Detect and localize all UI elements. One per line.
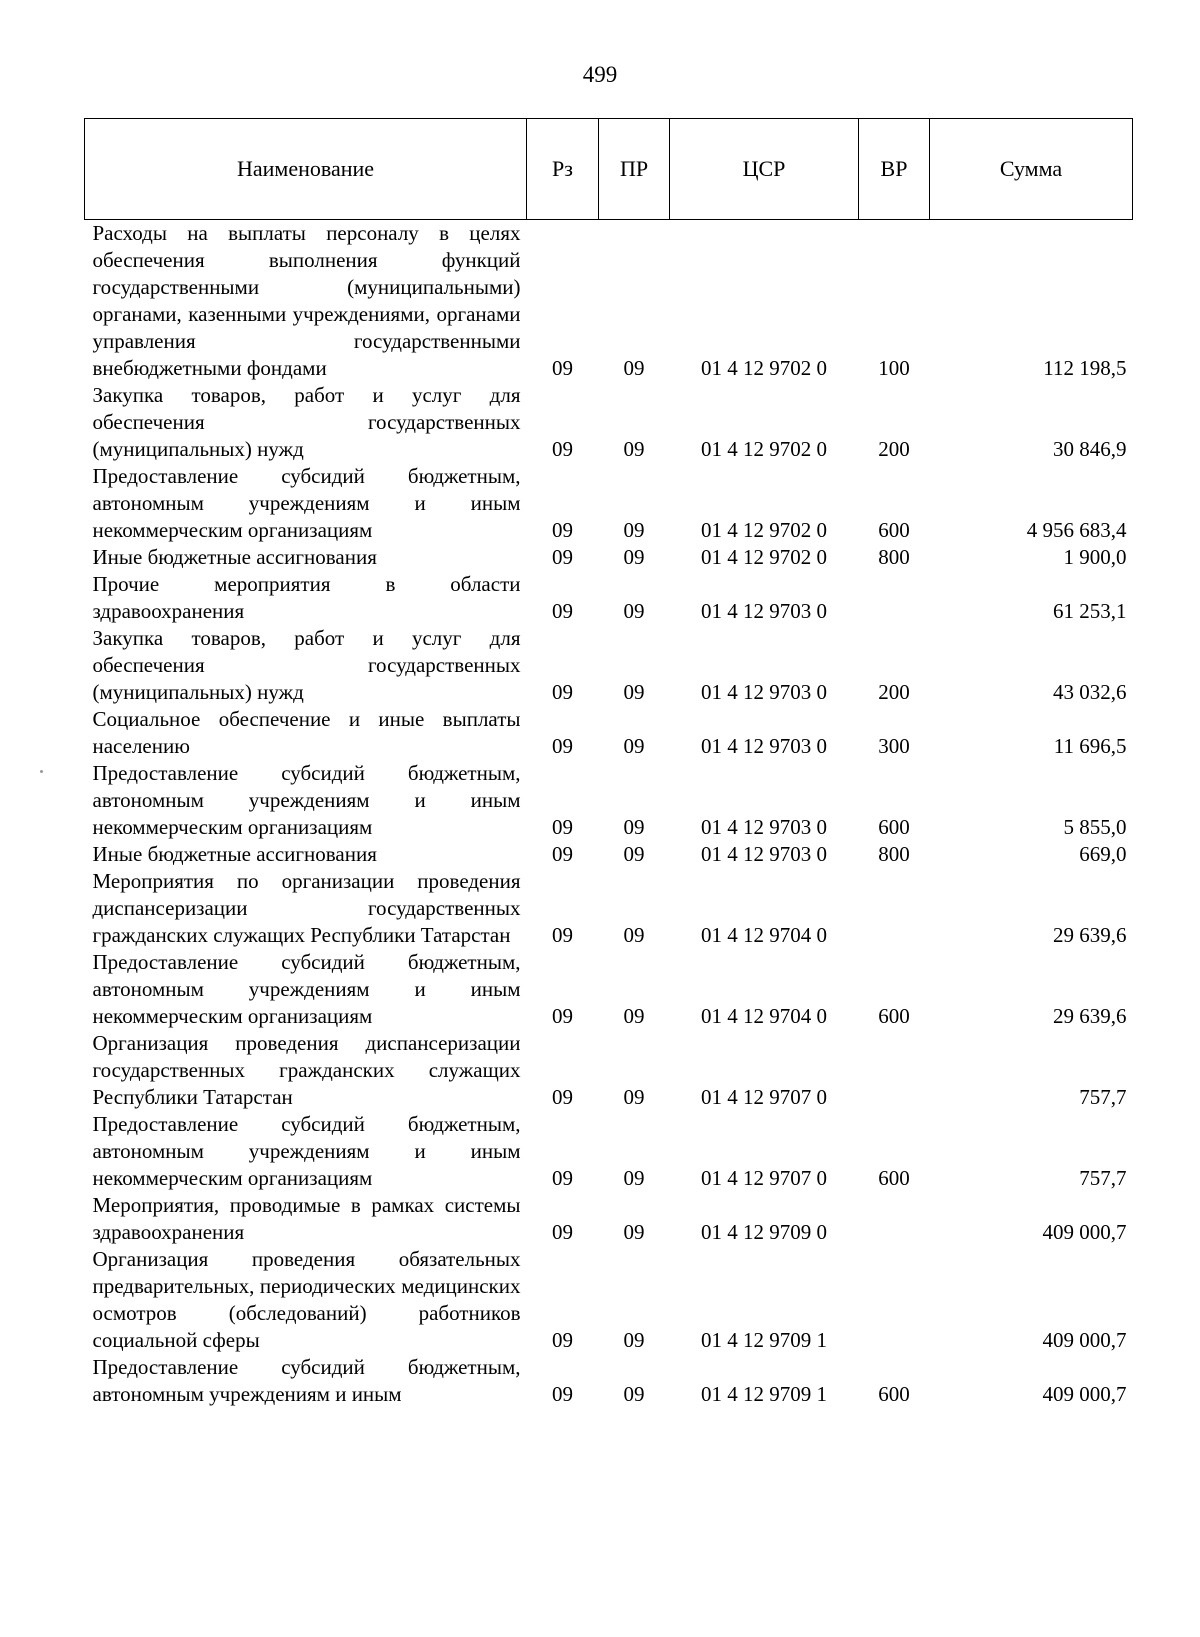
table-row [85, 1246, 1133, 1354]
cell-vr: 300 [878, 734, 910, 758]
cell-vr: 800 [878, 842, 910, 866]
header-csr: ЦСР [670, 119, 859, 220]
cell-sum: 1 900,0 [1063, 545, 1127, 569]
cell-csr: 01 4 12 9703 0 [701, 734, 827, 758]
cell-rz: 09 [552, 1220, 573, 1244]
cell-vr: 600 [878, 815, 910, 839]
table-row [85, 544, 1133, 571]
cell-pr: 09 [623, 545, 645, 569]
table-header-row [85, 119, 1133, 220]
cell-pr: 09 [623, 437, 645, 461]
cell-csr: 01 4 12 9703 0 [701, 815, 827, 839]
cell-name: Закупка товаров, работ и услуг для обеспечения государственных (муниципальных) нужд [92, 626, 521, 704]
cell-csr: 01 4 12 9702 0 [701, 356, 827, 380]
cell-rz: 09 [552, 1328, 573, 1352]
cell-name: Организация проведения диспансеризации государственных гражданских служащих Республики Татарстан [92, 1031, 521, 1109]
cell-vr [859, 868, 930, 949]
cell-csr: 01 4 12 9704 0 [701, 923, 827, 947]
cell-pr: 09 [623, 1328, 645, 1352]
cell-csr: 01 4 12 9709 0 [701, 1220, 827, 1244]
cell-sum: 409 000,7 [1042, 1382, 1127, 1406]
header-name: Наименование [85, 119, 527, 220]
cell-rz: 09 [552, 923, 573, 947]
cell-pr: 09 [623, 923, 645, 947]
cell-vr: 100 [878, 356, 910, 380]
cell-csr: 01 4 12 9702 0 [701, 545, 827, 569]
cell-name: Иные бюджетные ассигнования [92, 842, 377, 866]
cell-pr: 09 [623, 356, 645, 380]
cell-name: Предоставление субсидий бюджетным, автономным учреждениям и иным некоммерческим организациям [92, 761, 521, 839]
cell-name: Закупка товаров, работ и услуг для обеспечения государственных (муниципальных) нужд [92, 383, 521, 461]
cell-vr: 600 [878, 1166, 910, 1190]
cell-sum: 11 696,5 [1053, 734, 1127, 758]
cell-name: Прочие мероприятия в области здравоохранения [92, 572, 521, 623]
table-row [85, 1192, 1133, 1246]
table-row [85, 706, 1133, 760]
cell-sum: 112 198,5 [1043, 356, 1127, 380]
header-rz: Рз [527, 119, 599, 220]
cell-csr: 01 4 12 9703 0 [701, 680, 827, 704]
cell-sum: 409 000,7 [1042, 1220, 1127, 1244]
cell-sum: 757,7 [1079, 1166, 1127, 1190]
cell-csr: 01 4 12 9703 0 [701, 599, 827, 623]
cell-csr: 01 4 12 9709 1 [701, 1382, 827, 1406]
cell-rz: 09 [552, 599, 573, 623]
cell-csr: 01 4 12 9707 0 [701, 1085, 827, 1109]
table-row [85, 949, 1133, 1030]
cell-name: Предоставление субсидий бюджетным, автономным учреждениям и иным [92, 1355, 521, 1406]
cell-sum: 5 855,0 [1063, 815, 1127, 839]
cell-name: Расходы на выплаты персоналу в целях обеспечения выполнения функций государственными (муниципальными) органами, казенными учреждениями, органами управления государственными внебюджетными фондами [92, 221, 521, 380]
cell-vr [859, 1192, 930, 1246]
table-row [85, 382, 1133, 463]
cell-rz: 09 [552, 545, 573, 569]
cell-rz: 09 [552, 1382, 573, 1406]
cell-name: Иные бюджетные ассигнования [92, 545, 377, 569]
header-sum: Сумма [930, 119, 1133, 220]
cell-rz: 09 [552, 842, 573, 866]
cell-name: Мероприятия по организации проведения диспансеризации государственных гражданских служащих Республики Татарстан [92, 869, 521, 947]
cell-sum: 4 956 683,4 [1026, 518, 1127, 542]
cell-sum: 61 253,1 [1053, 599, 1127, 623]
cell-rz: 09 [552, 1085, 573, 1109]
cell-pr: 09 [623, 680, 645, 704]
table-row [85, 463, 1133, 544]
cell-pr: 09 [623, 1004, 645, 1028]
cell-csr: 01 4 12 9709 1 [701, 1328, 827, 1352]
cell-sum: 757,7 [1079, 1085, 1127, 1109]
cell-pr: 09 [623, 1220, 645, 1244]
cell-vr: 600 [878, 518, 910, 542]
budget-table [84, 118, 1133, 1408]
cell-pr: 09 [623, 734, 645, 758]
cell-rz: 09 [552, 518, 573, 542]
table-row [85, 1030, 1133, 1111]
cell-rz: 09 [552, 815, 573, 839]
cell-rz: 09 [552, 437, 573, 461]
table-row [85, 625, 1133, 706]
cell-pr: 09 [623, 599, 645, 623]
table-row [85, 1111, 1133, 1192]
table-row [85, 1354, 1133, 1408]
cell-vr: 600 [878, 1382, 910, 1406]
cell-name: Предоставление субсидий бюджетным, автономным учреждениям и иным некоммерческим организациям [92, 950, 521, 1028]
cell-vr: 600 [878, 1004, 910, 1028]
cell-rz: 09 [552, 356, 573, 380]
cell-pr: 09 [623, 815, 645, 839]
cell-csr: 01 4 12 9703 0 [701, 842, 827, 866]
cell-sum: 29 639,6 [1053, 1004, 1127, 1028]
table-row [85, 841, 1133, 868]
cell-csr: 01 4 12 9702 0 [701, 518, 827, 542]
cell-csr: 01 4 12 9702 0 [701, 437, 827, 461]
cell-rz: 09 [552, 680, 573, 704]
cell-sum: 30 846,9 [1053, 437, 1127, 461]
cell-rz: 09 [552, 1004, 573, 1028]
cell-name: Мероприятия, проводимые в рамках системы здравоохранения [92, 1193, 521, 1244]
cell-rz: 09 [552, 734, 573, 758]
table-body [85, 220, 1133, 1409]
cell-pr: 09 [623, 1085, 645, 1109]
header-vr: ВР [859, 119, 930, 220]
cell-name: Предоставление субсидий бюджетным, автономным учреждениям и иным некоммерческим организациям [92, 464, 521, 542]
cell-vr: 200 [878, 680, 910, 704]
cell-sum: 43 032,6 [1053, 680, 1127, 704]
table-row [85, 220, 1133, 383]
table-row [85, 868, 1133, 949]
cell-pr: 09 [623, 1166, 645, 1190]
scan-speck [40, 770, 43, 773]
cell-vr [859, 1030, 930, 1111]
header-pr: ПР [599, 119, 670, 220]
cell-csr: 01 4 12 9704 0 [701, 1004, 827, 1028]
cell-pr: 09 [623, 842, 645, 866]
cell-vr: 200 [878, 437, 910, 461]
cell-name: Предоставление субсидий бюджетным, автономным учреждениям и иным некоммерческим организациям [92, 1112, 521, 1190]
table-row [85, 760, 1133, 841]
cell-sum: 669,0 [1079, 842, 1127, 866]
cell-sum: 409 000,7 [1042, 1328, 1127, 1352]
cell-name: Социальное обеспечение и иные выплаты населению [92, 707, 521, 758]
cell-pr: 09 [623, 1382, 645, 1406]
cell-vr [859, 571, 930, 625]
cell-vr: 800 [878, 545, 910, 569]
cell-name: Организация проведения обязательных предварительных, периодических медицинских осмотров (обследований) работников социальной сферы [92, 1247, 521, 1352]
table-row [85, 571, 1133, 625]
cell-sum: 29 639,6 [1053, 923, 1127, 947]
cell-rz: 09 [552, 1166, 573, 1190]
cell-vr [859, 1246, 930, 1354]
cell-pr: 09 [623, 518, 645, 542]
page-number: 499 [582, 62, 618, 87]
cell-csr: 01 4 12 9707 0 [701, 1166, 827, 1190]
